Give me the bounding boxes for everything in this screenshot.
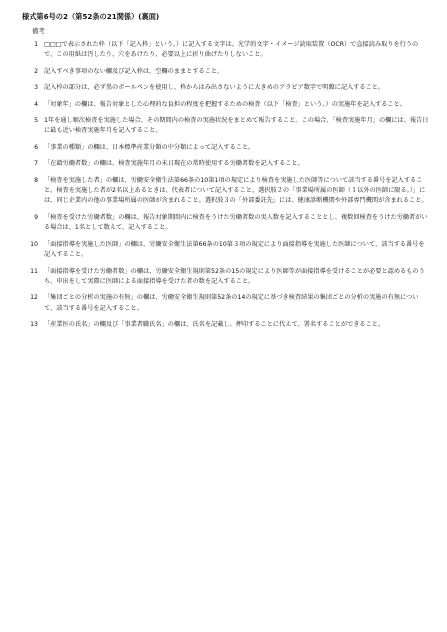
note-text: 記入すべき事項のない欄及び記入枠は、空欄のままとすること。 (44, 67, 224, 75)
note-item (22, 100, 429, 110)
note-number: 6 (34, 143, 38, 151)
note-item (22, 83, 429, 93)
note-number: 10 (30, 240, 38, 248)
note-text: 「在籍労働者数」の欄は、検査実施年月の末日現在の常時使用する労働者数を記入すること。 (44, 160, 304, 168)
note-text: 「集団ごとの分析の実施の有無」の欄は、労働安全衛生規則第52条の14の規定に基づき検査結果の集団ごとの分析の実施の有無について、該当する番号を記入すること。 (44, 294, 419, 312)
note-item (22, 320, 429, 330)
notes-list (22, 40, 429, 331)
note-number: 1 (34, 41, 38, 48)
note-number: 4 (34, 100, 38, 108)
note-number: 5 (34, 117, 38, 125)
note-number: 11 (30, 267, 38, 275)
note-number: 3 (34, 84, 38, 92)
note-item (22, 213, 429, 234)
note-item (22, 240, 429, 261)
form-title: 様式第6号の2（第52条の21関係）(裏面) (22, 12, 160, 21)
note-item (22, 67, 429, 77)
note-text: 「面接指導を実施した医師」の欄は、労働安全衛生法第66条の10第３項の規定により面接指導を実施した医師について、該当する番号を記入すること。 (44, 240, 425, 259)
note-text: 「産業医の氏名」の欄及び「事業者職氏名」の欄は、氏名を記載し、押印することに代えて、署名することができること。 (44, 321, 385, 329)
note-item (22, 267, 429, 288)
note-number: 7 (34, 160, 38, 168)
note-item (22, 143, 429, 153)
note-number: 9 (34, 213, 38, 221)
note-number: 2 (34, 67, 38, 75)
note-text: 記入枠の部分は、必ず黒のボールペンを使用し、枠からはみ出さないように大きめのアラビア数字で明瞭に記入すること。 (44, 84, 385, 92)
note-text: 1年を通し順次検査を実施した場合、その期間内の検査の実施状況をまとめて報告すること。この場合、「検査実施年月」の欄には、報告日に最も近い検査実施年月を記入すること。 (44, 117, 429, 135)
note-item (22, 116, 429, 137)
notes-heading: 備考 (32, 27, 45, 35)
note-number: 8 (34, 176, 38, 184)
note-number: 13 (30, 321, 38, 329)
note-text: 「検査を受けた労働者数」の欄は、報告対象期間内に検査をうけた労働者数の実人数を記入することとし、複数回検査をうけた労働者がいる場合は、1名として数えて、記入すること。 (44, 213, 428, 232)
note-text: 「事業の種類」の欄は、日本標準産業分類の中分類によって記入すること。 (44, 143, 255, 151)
note-item (22, 40, 429, 61)
note-text: 「対象年」の欄は、報告対象とした心理的な負担の程度を把握するための検査（以下「検査」という。）の実施年を記入すること。 (44, 100, 406, 108)
note-text: 「面接指導を受けた労働者数」の欄は、労働安全衛生規則第52条の15の規定により医師等が面接指導を受けることが必要と認めるものうち、申出をして実際に医師による面接指導を受けた者の数を記入すること。 (44, 267, 425, 285)
note-text: □□□で表示された枠（以下「記入枠」という。）に記入する文字は、光学的文字・イメージ読取装置（OCR）で直接読み取りを行うので、この用紙は汚したり、穴をあけたり、必要以上に折り曲げたりしないこと。 (44, 41, 419, 59)
note-item (22, 293, 429, 314)
note-item (22, 159, 429, 169)
note-text: 「検査を実施した者」の欄は、労働安全衛生法第66条の10第1項の規定により検査を実施した医師等について該当する番号を記入すること。検査を実施した者が2名以上あるときは、代表者について記入すること。選択肢２の「事業場所属の医師（１以外の医師に限る。）」には、同じ企業内の他の事業場所属の医師が含まれること。選択肢３の「外部委託先」には、健康診断機関や外部専門機関が含まれること。 (44, 176, 428, 205)
note-number: 12 (30, 294, 38, 302)
note-item (22, 176, 429, 207)
